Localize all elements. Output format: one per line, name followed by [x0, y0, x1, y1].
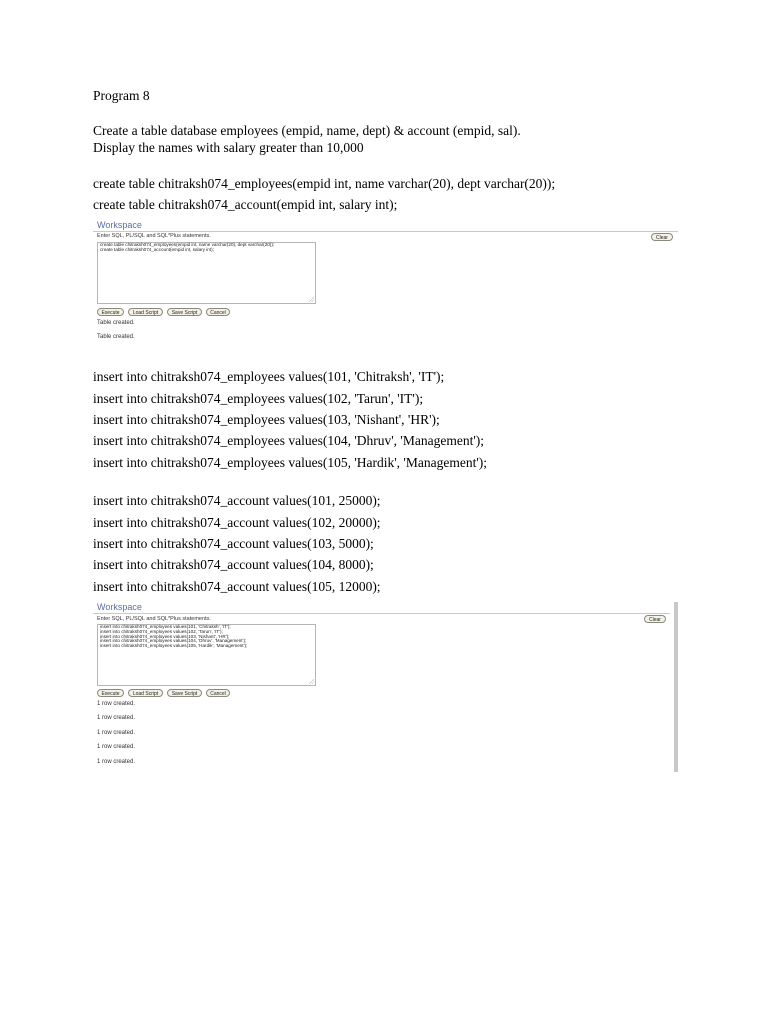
divider [93, 613, 670, 614]
sql-statement: create table chitraksh074_employees(empid int, name varchar(20), dept varchar(20)); [93, 176, 556, 191]
cancel-button[interactable]: Cancel [206, 308, 230, 316]
output-message: 1 row created. [97, 715, 136, 721]
sql-statement: insert into chitraksh074_account values(103, 5000); [93, 536, 374, 551]
editor-line: insert into chitraksh074_employees values(103, 'Nishant', 'HR'); [100, 633, 230, 639]
sql-statement: insert into chitraksh074_employees values(102, 'Tarun', 'IT'); [93, 391, 424, 406]
editor-line: insert into chitraksh074_employees values(105, 'Hardik', 'Management'); [100, 643, 248, 649]
sql-statement: insert into chitraksh074_employees values(104, 'Dhruv', 'Management'); [93, 433, 485, 448]
sql-editor[interactable] [97, 624, 316, 686]
workspace-title: Workspace [97, 602, 142, 612]
editor-line: insert into chitraksh074_employees values(102, 'Tarun', 'IT'); [100, 628, 223, 634]
sql-statement: insert into chitraksh074_employees values(101, 'Chitraksh', 'IT'); [93, 369, 445, 384]
workspace-title: Workspace [97, 220, 142, 230]
program-heading: Program 8 [93, 88, 150, 103]
resize-grip-icon[interactable] [309, 679, 314, 684]
workspace-hint: Enter SQL, PL/SQL and SQL*Plus statements. [97, 616, 211, 622]
load-script-button[interactable]: Load Script [128, 689, 163, 697]
sql-statement: insert into chitraksh074_account values(102, 20000); [93, 515, 381, 530]
output-message: 1 row created. [97, 744, 136, 750]
resize-grip-icon[interactable] [309, 297, 314, 302]
workspace-hint: Enter SQL, PL/SQL and SQL*Plus statements. [97, 233, 211, 239]
sql-statement: insert into chitraksh074_account values(105, 12000); [93, 579, 381, 594]
sql-statement: insert into chitraksh074_account values(104, 8000); [93, 557, 374, 572]
editor-line: create table chitraksh074_employees(empid int, name varchar(20), dept varchar(20)); [100, 242, 275, 247]
clear-button[interactable]: Clear [651, 233, 673, 241]
sql-statement: create table chitraksh074_account(empid int, salary int); [93, 197, 398, 212]
load-script-button[interactable]: Load Script [128, 308, 163, 316]
output-message: Table created. [97, 334, 135, 340]
workspace-panel [93, 602, 678, 772]
output-message: 1 row created. [97, 701, 136, 707]
clear-button[interactable]: Clear [644, 615, 666, 623]
cancel-button[interactable]: Cancel [206, 689, 230, 697]
description-line: Display the names with salary greater than 10,000 [93, 140, 364, 155]
save-script-button[interactable]: Save Script [167, 308, 202, 316]
editor-line: insert into chitraksh074_employees values(104, 'Dhruv', 'Management'); [100, 638, 247, 644]
execute-button[interactable]: Execute [97, 689, 124, 697]
sql-statement: insert into chitraksh074_account values(101, 25000); [93, 493, 381, 508]
editor-line: insert into chitraksh074_employees values(101, 'Chitraksh', 'IT'); [100, 624, 231, 629]
sql-statement: insert into chitraksh074_employees values(103, 'Nishant', 'HR'); [93, 412, 440, 427]
output-message: 1 row created. [97, 759, 136, 765]
description-line: Create a table database employees (empid, name, dept) & account (empid, sal). [93, 123, 521, 138]
sql-statement: insert into chitraksh074_employees values(105, 'Hardik', 'Management'); [93, 455, 488, 470]
vertical-scrollbar[interactable] [674, 602, 678, 772]
execute-button[interactable]: Execute [97, 308, 124, 316]
save-script-button[interactable]: Save Script [167, 689, 202, 697]
divider [93, 231, 678, 232]
output-message: Table created. [97, 320, 135, 326]
editor-line: create table chitraksh074_account(empid int, salary int); [100, 246, 214, 252]
sql-editor[interactable] [97, 242, 316, 304]
output-message: 1 row created. [97, 730, 136, 736]
workspace-panel [93, 220, 678, 346]
